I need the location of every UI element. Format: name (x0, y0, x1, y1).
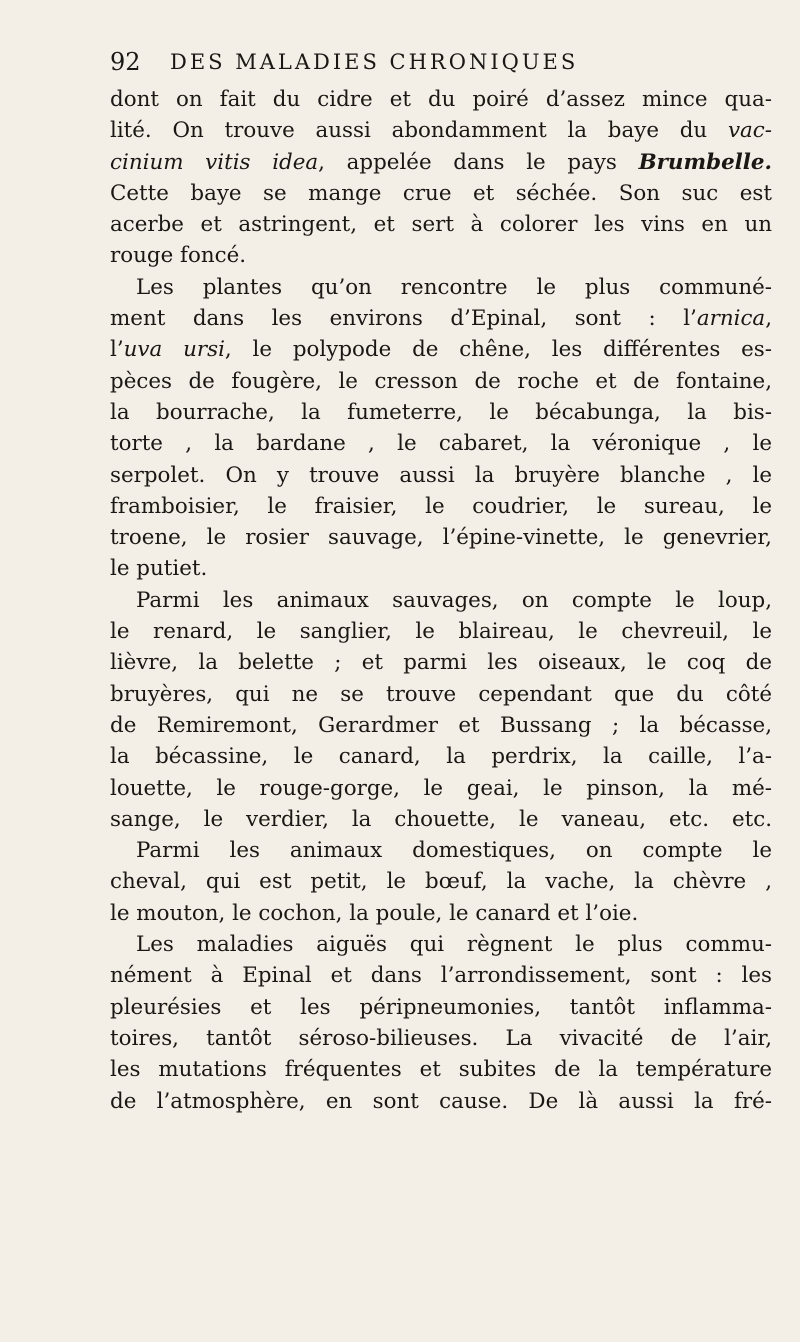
text-segment: la bécassine, le canard, la perdrix, la caille, l’a- (110, 744, 772, 770)
running-title: DES MALADIES CHRONIQUES (170, 50, 579, 74)
text-line (110, 741, 772, 772)
text-segment: Les maladies aiguës qui règnent le plus commu- (136, 932, 772, 958)
text-segment: Cette baye se mange crue et séchée. Son suc est (110, 180, 772, 206)
text-segment: vac- (727, 118, 772, 144)
text-line (110, 1086, 772, 1117)
text-segment: torte , la bardane , le cabaret, la véronique , le (110, 431, 772, 457)
text-line (110, 929, 772, 960)
text-line (110, 334, 772, 365)
text-segment: , (765, 306, 772, 332)
text-line (110, 491, 772, 522)
text-segment: arnica (696, 306, 766, 332)
text-segment: uva ursi (123, 337, 225, 363)
text-segment: louette, le rouge-gorge, le geai, le pinson, la mé- (110, 775, 772, 801)
text-line (110, 1054, 772, 1085)
text-segment: , le polypode de chêne, les différentes es- (224, 337, 772, 363)
text-line (110, 647, 772, 678)
text-line (110, 898, 772, 929)
text-line (110, 397, 772, 428)
text-segment: toires, tantôt séroso-bilieuses. La vivacité de l’air, (110, 1025, 772, 1051)
text-line (110, 960, 772, 991)
text-line (110, 804, 772, 835)
text-segment: l’ (110, 337, 124, 363)
text-line (110, 240, 772, 271)
text-segment: le mouton, le cochon, la poule, le canard et l’oie. (110, 900, 639, 926)
text-segment: pleurésies et les péripneumonies, tantôt inflamma- (110, 994, 772, 1020)
text-line (110, 460, 772, 491)
text-line (110, 209, 772, 240)
text-segment: de Remiremont, Gerardmer et Bussang ; la bécasse, (110, 712, 772, 738)
text-segment: lièvre, la belette ; et parmi les oiseaux, le coq de (110, 650, 772, 676)
text-segment: les mutations fréquentes et subites de la température (110, 1057, 772, 1083)
text-line (110, 84, 772, 115)
text-segment: pèces de fougère, le cresson de roche et de fontaine, (110, 368, 772, 394)
text-line (110, 366, 772, 397)
text-segment: troene, le rosier sauvage, l’épine-vinette, le genevrier, (110, 525, 772, 551)
text-segment: dont on fait du cidre et du poiré d’assez mince qua- (110, 87, 772, 112)
text-segment: ment dans les environs d’Epinal, sont : l’ (110, 306, 697, 332)
page-number: 92 (110, 48, 141, 76)
text-segment: cheval, qui est petit, le bœuf, la vache, la chèvre , (110, 869, 772, 895)
body-text (110, 84, 772, 1117)
text-segment: Les plantes qu’on rencontre le plus communé- (136, 274, 772, 300)
text-line (110, 866, 772, 897)
text-segment: , appelée dans le pays (318, 149, 639, 175)
text-line (110, 1023, 772, 1054)
text-line (110, 710, 772, 741)
text-segment: la bourrache, la fumeterre, le bécabunga, la bis- (110, 399, 772, 425)
text-segment: Parmi les animaux sauvages, on compte le loup, (136, 587, 772, 613)
text-segment: serpolet. On y trouve aussi la bruyère blanche , le (110, 462, 772, 488)
text-segment: cinium vitis idea (110, 149, 319, 175)
text-line (110, 835, 772, 866)
text-line (110, 303, 772, 334)
text-segment: le putiet. (110, 556, 208, 582)
text-segment: Parmi les animaux domestiques, on compte le (136, 838, 772, 864)
text-segment: de l’atmosphère, en sont cause. De là aussi la fré- (110, 1088, 772, 1114)
text-line (110, 585, 772, 616)
text-line (110, 178, 772, 209)
text-line (110, 147, 772, 178)
text-line (110, 679, 772, 710)
text-segment: framboisier, le fraisier, le coudrier, le sureau, le (110, 493, 772, 519)
text-segment: sange, le verdier, la chouette, le vaneau, etc. etc. (110, 806, 772, 832)
text-segment: le renard, le sanglier, le blaireau, le chevreuil, le (110, 619, 772, 645)
text-line (110, 616, 772, 647)
running-head (110, 40, 770, 84)
text-segment: rouge foncé. (110, 243, 247, 269)
text-segment: bruyères, qui ne se trouve cependant que du côté (110, 681, 772, 707)
text-line (110, 272, 772, 303)
text-line (110, 992, 772, 1023)
text-segment: acerbe et astringent, et sert à colorer les vins en un (110, 212, 772, 238)
text-segment: nément à Epinal et dans l’arrondissement, sont : les (110, 963, 772, 989)
text-line (110, 428, 772, 459)
text-line (110, 553, 772, 584)
text-line (110, 115, 772, 146)
text-segment: Brumbelle. (638, 149, 772, 175)
text-line (110, 522, 772, 553)
text-line (110, 773, 772, 804)
text-segment: lité. On trouve aussi abondamment la baye du (110, 118, 728, 144)
